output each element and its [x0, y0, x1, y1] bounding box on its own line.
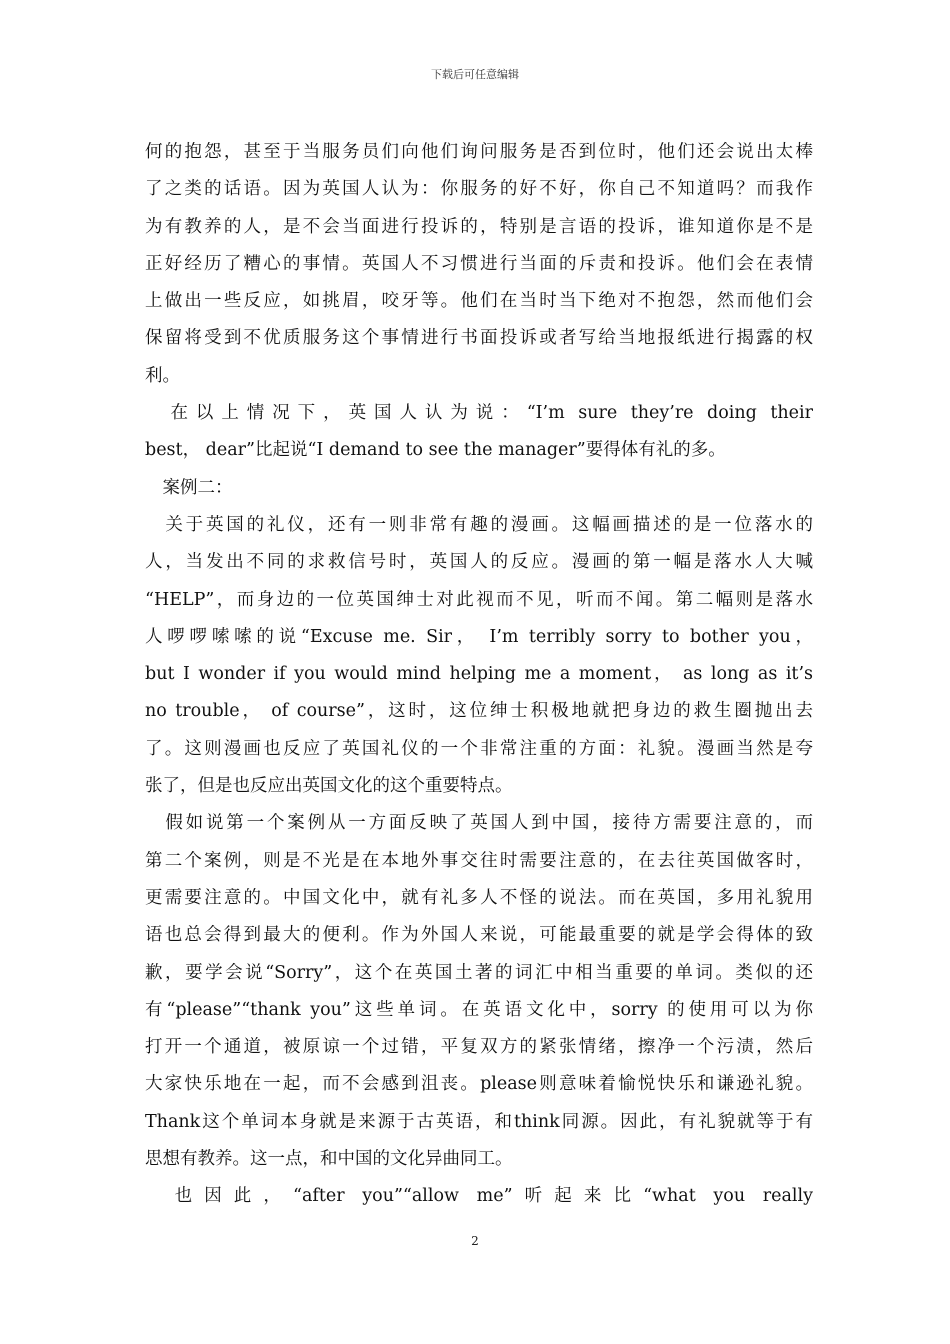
text-line: 何的抱怨，甚至于当服务员们向他们询问服务是否到位时，他们还会说出太棒	[145, 142, 813, 162]
text-line: but I wonder if you would mind helping me a moment， as long as it’s	[145, 664, 813, 685]
text-line: 关于英国的礼仪，还有一则非常有趣的漫画。这幅画描述的是一位落水的	[145, 514, 813, 535]
document-body	[145, 134, 813, 1216]
text-line: no trouble， of course”，这时，这位绅士积极地就把身边的救生圈抛出去	[145, 701, 813, 722]
text-line: 歉，要学会说“Sorry”，这个在英国土著的词汇中相当重要的单词。类似的还	[145, 962, 813, 983]
page-header: 下载后可任意编辑	[431, 68, 519, 81]
text-line: 保留将受到不优质服务这个事情进行书面投诉或者写给当地报纸进行揭露的权	[145, 328, 813, 349]
text-line: 在以上情况下，英国人认为说：“I’m sure they’re doing their	[145, 403, 813, 424]
text-line: 第二个案例，则是不光是在本地外事交往时需要注意的，在去往英国做客时，	[145, 850, 813, 871]
text-line: 人啰啰嗦嗦的说“Excuse me. Sir， I’m terribly sorry to bother you，	[145, 626, 813, 647]
text-line: 为有教养的人，是不会当面进行投诉的，特别是言语的投诉，谁知道你是不是	[145, 216, 813, 237]
text-line: 案例二：	[145, 477, 233, 498]
text-line: 也因此，“after you”“allow me”听起来比“what you really	[145, 1186, 813, 1207]
text-line: 打开一个通道，被原谅一个过错，平复双方的紧张情绪，擦净一个污渍，然后	[145, 1037, 813, 1058]
text-line: Thank这个单词本身就是来源于古英语，和think同源。因此，有礼貌就等于有	[145, 1111, 813, 1132]
text-line: 大家快乐地在一起，而不会感到沮丧。please则意味着愉悦快乐和谦逊礼貌。	[145, 1074, 813, 1095]
text-line: 语也总会得到最大的便利。作为外国人来说，可能最重要的就是学会得体的致	[145, 925, 813, 946]
text-line: 利。	[145, 365, 180, 386]
text-line: 有“please”“thank you”这些单词。在英语文化中，sorry 的使用可以为你	[145, 999, 813, 1020]
text-line: 人，当发出不同的求救信号时，英国人的反应。漫画的第一幅是落水人大喊	[145, 552, 813, 573]
text-line: 上做出一些反应，如挑眉，咬牙等。他们在当时当下绝对不抱怨，然而他们会	[145, 291, 813, 312]
text-line: 更需要注意的。中国文化中，就有礼多人不怪的说法。而在英国，多用礼貌用	[145, 887, 813, 908]
text-line: 张了，但是也反应出英国文化的这个重要特点。	[145, 776, 513, 797]
page-number: 2	[471, 1234, 479, 1248]
text-line: best， dear”比起说“I demand to see the manager”要得体有礼的多。	[145, 440, 726, 461]
text-line: 假如说第一个案例从一方面反映了英国人到中国，接待方需要注意的，而	[145, 813, 813, 834]
text-line: 了之类的话语。因为英国人认为：你服务的好不好，你自己不知道吗？而我作	[145, 179, 813, 200]
text-line: “HELP”，而身边的一位英国绅士对此视而不见，听而不闻。第二幅则是落水	[145, 589, 813, 610]
text-line: 思想有教养。这一点，和中国的文化异曲同工。	[145, 1149, 513, 1170]
text-line: 了。这则漫画也反应了英国礼仪的一个非常注重的方面：礼貌。漫画当然是夸	[145, 738, 813, 759]
text-line: 正好经历了糟心的事情。英国人不习惯进行当面的斥责和投诉。他们会在表情	[145, 253, 813, 274]
